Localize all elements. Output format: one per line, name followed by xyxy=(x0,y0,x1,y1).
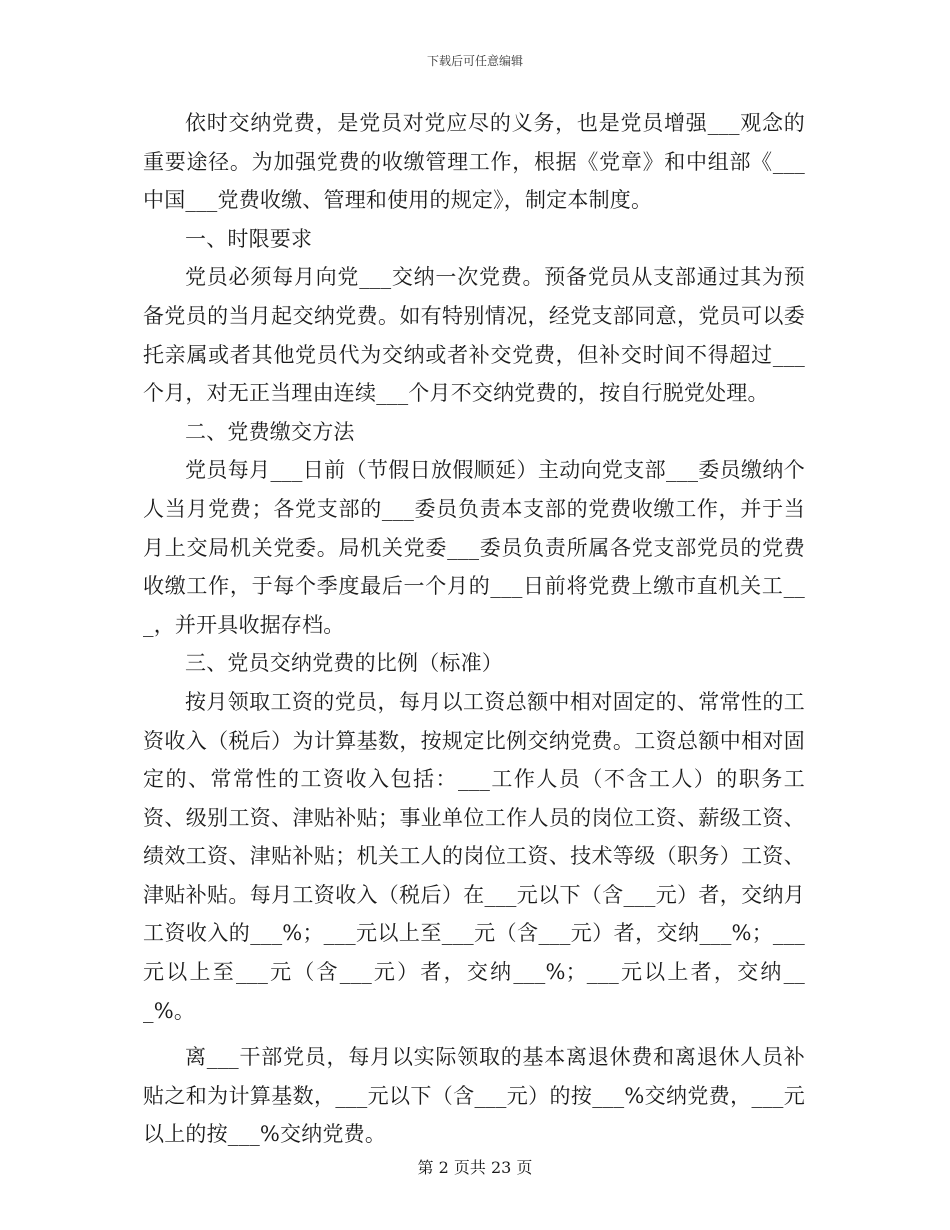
time-limit-paragraph: 党员必须每月向党___交纳一次党费。预备党员从支部通过其为预备党员的当月起交纳党费。如有特别情况，经党支部同意，党员可以委托亲属或者其他党员代为交纳或者补交党费，但补交时间不得超过___个月，对无正当理由连续___个月不交纳党费的，按自行脱党处理。 xyxy=(143,265,805,406)
section-heading-payment-ratio: 三、党员交纳党费的比例（标准） xyxy=(185,651,503,676)
section-heading-time-limit: 一、时限要求 xyxy=(185,226,313,251)
page-number: 第 2 页共 23 页 xyxy=(417,1158,533,1177)
payment-ratio-paragraph: 按月领取工资的党员，每月以工资总额中相对固定的、常常性的工资收入（税后）为计算基数，按规定比例交纳党费。工资总额中相对固定的、常常性的工资收入包括：___工作人员（不含工人）的职务工资、级别工资、津贴补贴；事业单位工作人员的岗位工资、薪级工资、绩效工资、津贴补贴；机关工人的岗位工资、技术等级（职务）工资、津贴补贴。每月工资收入（税后）在___元以下（含___元）者，交纳月工资收入的___%；___元以上至___元（含___元）者，交纳___%；___元以上至___元（含___元）者，交纳___%；___元以上者，交纳___%。 xyxy=(143,689,805,1023)
payment-method-paragraph: 党员每月___日前（节假日放假顺延）主动向党支部___委员缴纳个人当月党费；各党支部的___委员负责本支部的党费收缴工作，并于当月上交局机关党委。局机关党委___委员负责所属各党支部党员的党费收缴工作，于每个季度最后一个月的___日前将党费上缴市直机关工___，并开具收据存档。 xyxy=(143,458,805,637)
document-body xyxy=(143,104,805,1154)
intro-paragraph: 依时交纳党费，是党员对党应尽的义务，也是党员增强___观念的重要途径。为加强党费的收缴管理工作，根据《党章》和中组部《___中国___党费收缴、管理和使用的规定》，制定本制度。 xyxy=(143,111,805,213)
section-heading-payment-method: 二、党费缴交方法 xyxy=(185,419,355,444)
retiree-paragraph: 离___干部党员，每月以实际领取的基本离退休费和离退休人员补贴之和为计算基数，___元以下（含___元）的按___%交纳党费，___元以上的按___%交纳党费。 xyxy=(143,1045,805,1147)
page-header-note: 下载后可任意编辑 xyxy=(426,54,523,68)
